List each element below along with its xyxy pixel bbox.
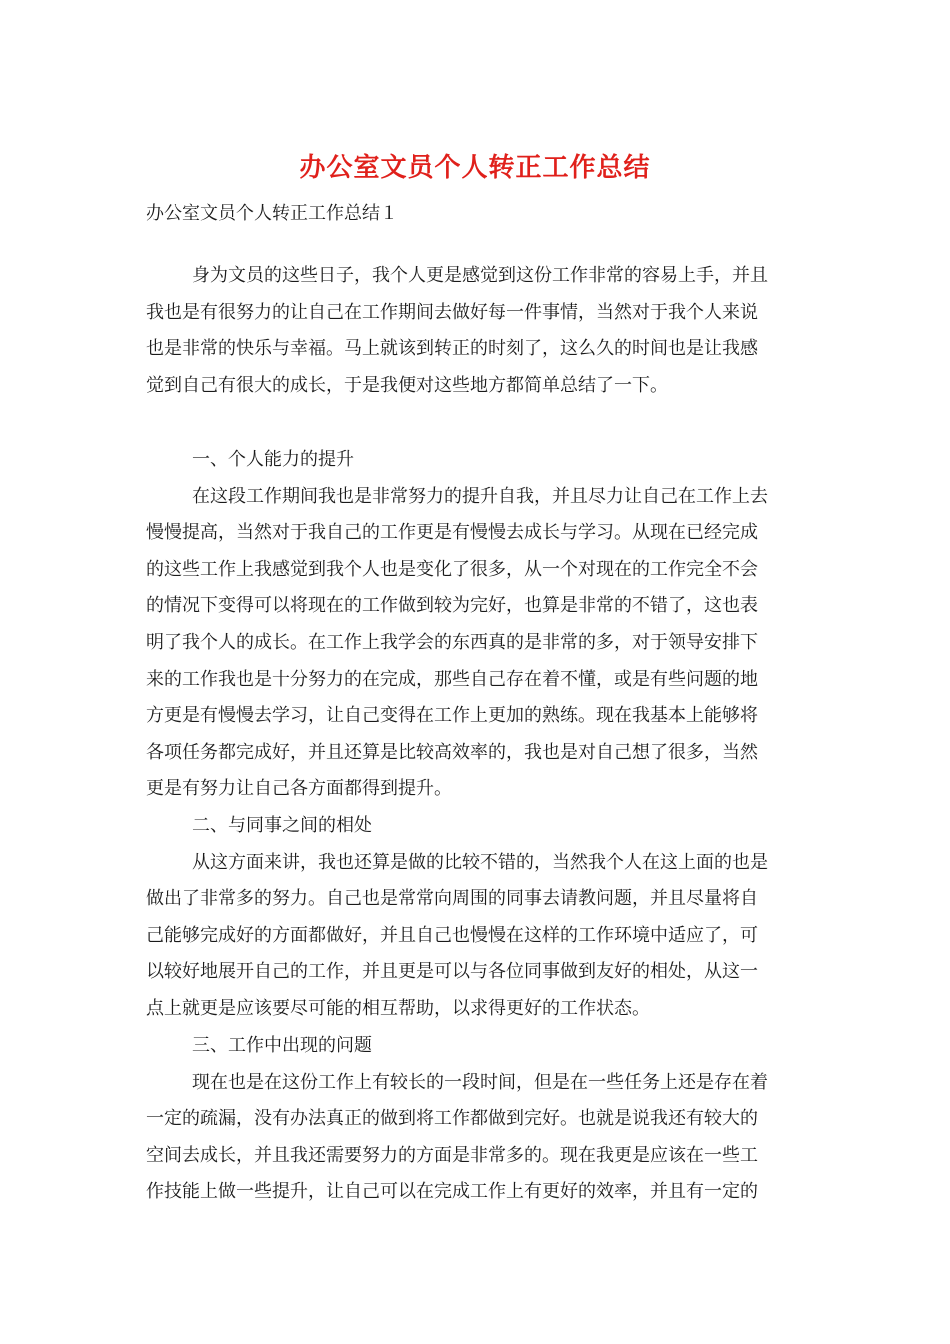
paragraph-line: 来的工作我也是十分努力的在完成，那些自己存在着不懂，或是有些问题的地 <box>146 668 758 690</box>
paragraph-line: 点上就更是应该要尽可能的相互帮助，以求得更好的工作状态。 <box>146 997 650 1019</box>
section-3 <box>146 1028 806 1211</box>
paragraph-line: 各项任务都完成好，并且还算是比较高效率的，我也是对自己想了很多，当然 <box>146 741 758 763</box>
section-1 <box>146 442 806 808</box>
paragraph-line: 做出了非常多的努力。自己也是常常向周围的同事去请教问题，并且尽量将自 <box>146 888 758 910</box>
paragraph-line: 身为文员的这些日子，我个人更是感觉到这份工作非常的容易上手，并且 <box>192 265 768 286</box>
paragraph-line: 慢慢提高，当然对于我自己的工作更是有慢慢去成长与学习。从现在已经完成 <box>146 522 758 544</box>
paragraph-line: 的这些工作上我感觉到我个人也是变化了很多，从一个对现在的工作完全不会 <box>146 558 758 580</box>
paragraph-line: 也是非常的快乐与幸福。马上就该到转正的时刻了，这么久的时间也是让我感 <box>146 338 758 360</box>
paragraph-line: 在这段工作期间我也是非常努力的提升自我，并且尽力让自己在工作上去 <box>192 485 768 507</box>
paragraph-line: 空间去成长，并且我还需要努力的方面是非常多的。现在我更是应该在一些工 <box>146 1144 758 1166</box>
intro-paragraph <box>146 258 806 404</box>
paragraph-line: 明了我个人的成长。在工作上我学会的东西真的是非常的多，对于领导安排下 <box>146 631 758 653</box>
paragraph-line: 一定的疏漏，没有办法真正的做到将工作都做到完好。也就是说我还有较大的 <box>146 1108 758 1130</box>
paragraph-line: 从这方面来讲，我也还算是做的比较不错的，当然我个人在这上面的也是 <box>192 851 768 873</box>
paragraph-line: 的情况下变得可以将现在的工作做到较为完好，也算是非常的不错了，这也表 <box>146 595 758 617</box>
paragraph-line: 我也是有很努力的让自己在工作期间去做好每一件事情，当然对于我个人来说 <box>146 301 758 323</box>
paragraph-line: 方更是有慢慢去学习，让自己变得在工作上更加的熟练。现在我基本上能够将 <box>146 705 758 727</box>
section-heading: 二、与同事之间的相处 <box>192 815 372 836</box>
document-title: 办公室文员个人转正工作总结 <box>299 153 651 183</box>
document-subtitle: 办公室文员个人转正工作总结１ <box>146 203 398 224</box>
section-heading: 一、个人能力的提升 <box>192 449 354 470</box>
paragraph-line: 以较好地展开自己的工作，并且更是可以与各位同事做到友好的相处，从这一 <box>146 961 758 983</box>
paragraph-line: 己能够完成好的方面都做好，并且自己也慢慢在这样的工作环境中适应了，可 <box>146 924 758 946</box>
section-2 <box>146 808 806 1028</box>
paragraph-line: 觉到自己有很大的成长，于是我便对这些地方都简单总结了一下。 <box>146 374 668 396</box>
paragraph-line: 现在也是在这份工作上有较长的一段时间，但是在一些任务上还是存在着 <box>192 1071 768 1093</box>
paragraph-line: 作技能上做一些提升，让自己可以在完成工作上有更好的效率，并且有一定的 <box>146 1181 758 1203</box>
paragraph-line: 更是有努力让自己各方面都得到提升。 <box>146 778 452 800</box>
section-heading: 三、工作中出现的问题 <box>192 1035 372 1056</box>
